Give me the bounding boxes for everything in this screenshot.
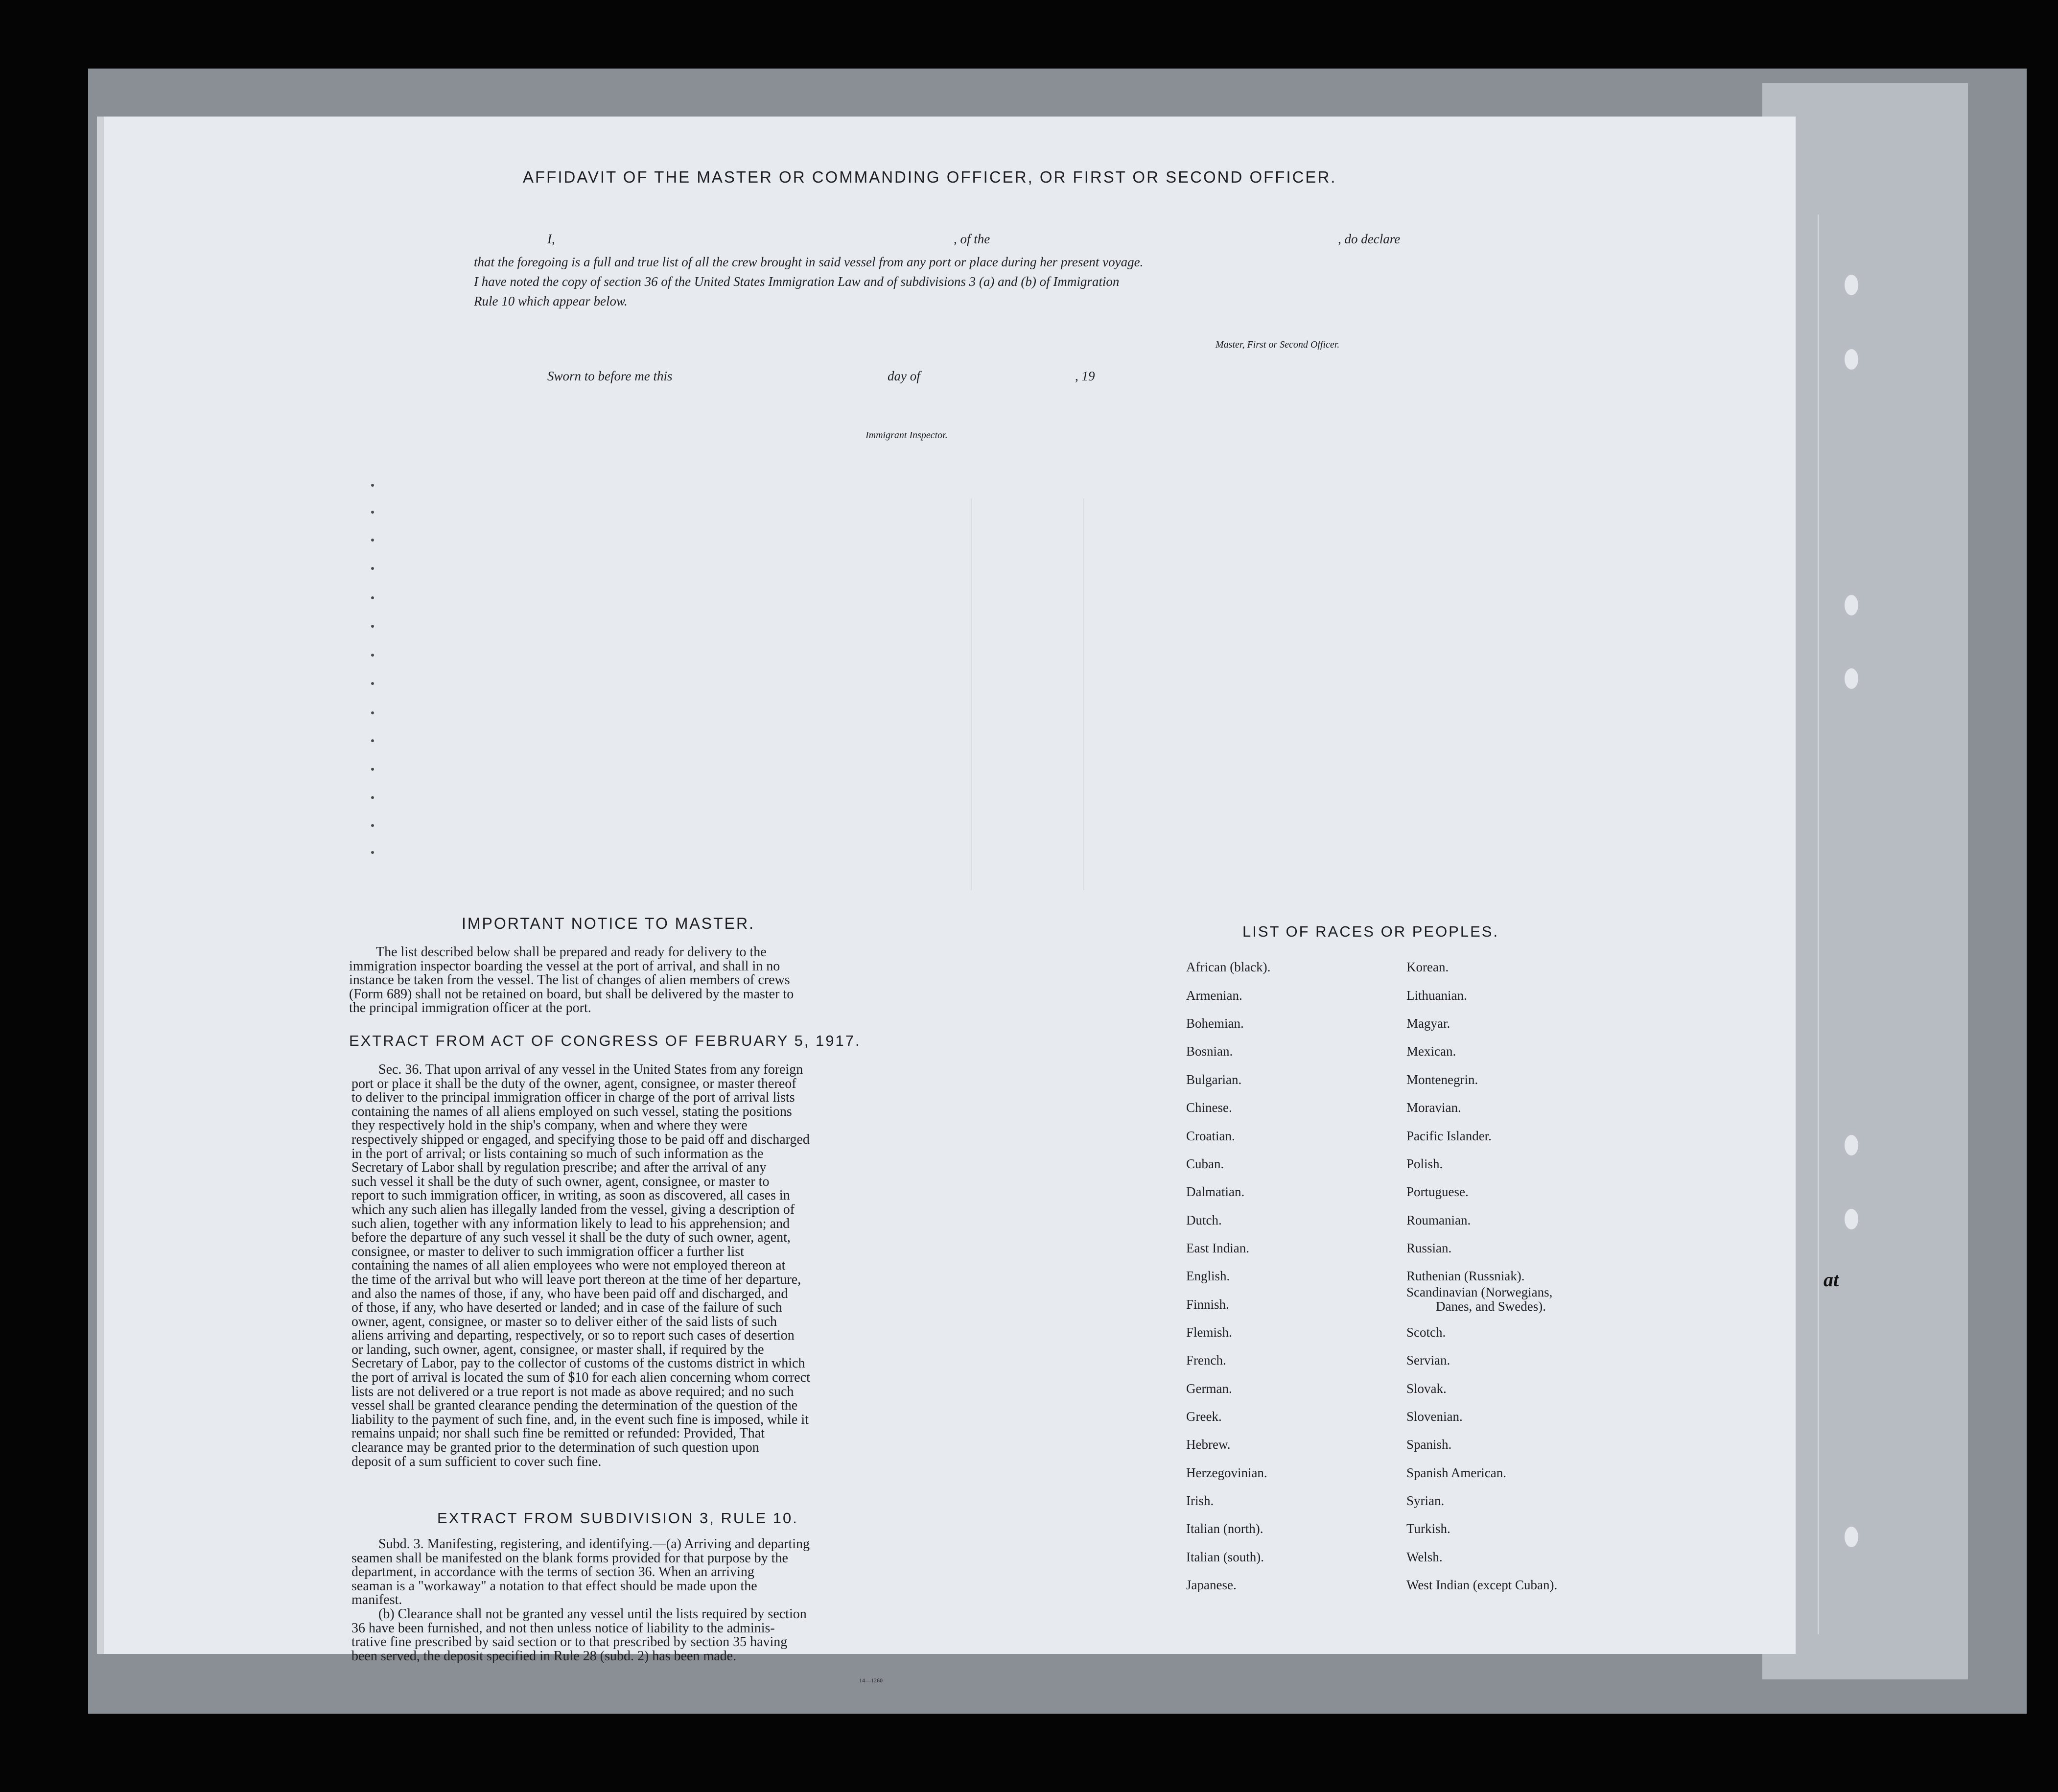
race-item: Slovak. (1406, 1381, 1447, 1396)
act-line: such alien, together with any information likely to lead to his apprehension; and (351, 1216, 790, 1231)
punch-hole (1842, 1132, 1861, 1158)
notice-heading: IMPORTANT NOTICE TO MASTER. (462, 915, 755, 932)
master-signature-label: Master, First or Second Officer. (1216, 339, 1340, 350)
notice-line: instance be taken from the vessel. The list of changes of alien members of crews (349, 972, 790, 988)
race-item: Mexican. (1406, 1044, 1456, 1059)
race-item: Servian. (1406, 1353, 1450, 1368)
race-item: Italian (north). (1186, 1521, 1263, 1536)
document-page (97, 117, 1796, 1684)
punch-hole (1842, 666, 1861, 691)
race-item: Bosnian. (1186, 1044, 1233, 1059)
extract-rule-paragraph (351, 1537, 1052, 1663)
notice-paragraph (349, 945, 1049, 1015)
margin-dot (371, 796, 374, 799)
form-number: 14—1260 (859, 1677, 883, 1684)
inspector-label: Immigrant Inspector. (865, 430, 948, 441)
act-line: owner, agent, consignee, or master so to deliver either of the said lists of such (351, 1314, 777, 1329)
race-item: Scotch. (1406, 1325, 1446, 1340)
act-line: lists are not delivered or a true report is not made as above required; and no such (351, 1384, 794, 1399)
margin-dot (371, 824, 374, 827)
margin-dot (371, 596, 374, 599)
punch-hole (1842, 1524, 1861, 1550)
race-item: Danes, and Swedes). (1436, 1299, 1546, 1314)
race-item: Dalmatian. (1186, 1184, 1245, 1199)
act-line: of those, if any, who have deserted or landed; and in case of the failure of such (351, 1300, 782, 1316)
race-item: Bulgarian. (1186, 1072, 1242, 1087)
race-item: Irish. (1186, 1493, 1214, 1508)
race-item: Slovenian. (1406, 1409, 1463, 1424)
affidavit-line4: Rule 10 which appear below. (474, 294, 628, 308)
margin-dot (371, 851, 374, 854)
race-item: Turkish. (1406, 1521, 1450, 1536)
race-item: Flemish. (1186, 1325, 1232, 1340)
act-line: the port of arrival is located the sum of $10 for each alien concerning whom correct (351, 1370, 810, 1386)
notice-line: (Form 689) shall not be retained on board, but shall be delivered by the master to (349, 986, 794, 1002)
race-item: Japanese. (1186, 1578, 1237, 1592)
race-item: Roumanian. (1406, 1213, 1471, 1227)
affidavit-line2: that the foregoing is a full and true list of all the crew brought in said vessel from any port or place during her present voyage. (474, 255, 1144, 269)
page-binding-edge (97, 117, 104, 1654)
act-line: aliens arriving and departing, respectively, or so to report such cases of desertion (351, 1328, 795, 1344)
race-item: Spanish. (1406, 1437, 1452, 1452)
margin-dot (371, 654, 374, 657)
act-line: consignee, or master to deliver to such immigration officer a further list (351, 1244, 744, 1259)
race-item: Dutch. (1186, 1213, 1222, 1227)
margin-dot (371, 682, 374, 685)
margin-handwriting: at (1824, 1269, 1839, 1291)
act-line: report to such immigration officer, in writing, as soon as discovered, all cases in (351, 1188, 790, 1203)
race-item: German. (1186, 1381, 1232, 1396)
act-line: they respectively hold in the ship's company, when and where they were (351, 1118, 748, 1133)
act-line: respectively shipped or engaged, and specifying those to be paid off and discharged (351, 1132, 810, 1147)
punch-hole (1842, 272, 1861, 298)
rule-line: been served, the deposit specified in Rule 28 (subd. 2) has been made. (351, 1648, 737, 1664)
act-line: or landing, such owner, agent, consignee, or master shall, if required by the (351, 1342, 764, 1357)
extract-act-heading: EXTRACT FROM ACT OF CONGRESS OF FEBRUARY 5, 1917. (349, 1032, 861, 1049)
act-line: remains unpaid; nor shall such fine be remitted or refunded: Provided, That (351, 1426, 765, 1441)
extract-act-paragraph (351, 1063, 1052, 1469)
race-item: Finnish. (1186, 1297, 1229, 1312)
act-line: containing the names of all aliens employed on such vessel, stating the positions (351, 1104, 792, 1119)
act-line: before the departure of any such vessel it shall be the duty of such owner, agent, (351, 1230, 791, 1246)
margin-dot (371, 625, 374, 628)
affidavit-line3: I have noted the copy of section 36 of the United States Immigration Law and of subdivisions 3 (a) and (b) of Immigration (474, 274, 1120, 289)
race-item: Cuban. (1186, 1156, 1224, 1171)
race-item: Spanish American. (1406, 1465, 1506, 1480)
rule-line: department, in accordance with the terms of section 36. When an arriving (351, 1564, 754, 1580)
day-of-text: day of (888, 369, 920, 383)
race-item: African (black). (1186, 960, 1271, 974)
race-item: Ruthenian (Russniak). (1406, 1269, 1525, 1283)
rule-line: (b) Clearance shall not be granted any vessel until the lists required by section (378, 1606, 807, 1622)
punch-hole (1842, 347, 1861, 372)
race-item: Chinese. (1186, 1100, 1232, 1115)
extract-rule-heading: EXTRACT FROM SUBDIVISION 3, RULE 10. (437, 1509, 798, 1527)
act-line: to deliver to the principal immigration officer in charge of the port of arrival lists (351, 1090, 795, 1106)
race-item: Portuguese. (1406, 1184, 1469, 1199)
race-item: Moravian. (1406, 1100, 1461, 1115)
rule-line: seamen shall be manifested on the blank forms provided for that purpose by the (351, 1550, 788, 1566)
act-line: clearance may be granted prior to the determination of such question upon (351, 1440, 759, 1456)
notice-line: the principal immigration officer at the port. (349, 1000, 591, 1016)
affidavit-of-the: , of the (954, 232, 990, 246)
faint-rule (1083, 498, 1084, 890)
act-line: such vessel it shall be the duty of such owner, agent, consignee, or master to (351, 1174, 770, 1189)
race-item: Lithuanian. (1406, 988, 1467, 1003)
affidavit-title: AFFIDAVIT OF THE MASTER OR COMMANDING OFFICER, OR FIRST OR SECOND OFFICER. (523, 168, 1337, 186)
act-line: liability to the payment of such fine, and, in the event such fine is imposed, while it (351, 1412, 809, 1427)
margin-dot (371, 768, 374, 771)
rule-line: Subd. 3. Manifesting, registering, and identifying.—(a) Arriving and departing (378, 1536, 810, 1552)
race-item: Magyar. (1406, 1016, 1450, 1031)
act-line: in the port of arrival; or lists containing so much of such information as the (351, 1146, 764, 1161)
margin-dot (371, 539, 374, 542)
race-item: Armenian. (1186, 988, 1242, 1003)
faint-rule (971, 498, 972, 890)
sworn-text: Sworn to before me this (547, 369, 673, 383)
act-line: Sec. 36. That upon arrival of any vessel in the United States from any foreign (378, 1062, 803, 1077)
margin-dot (371, 739, 374, 742)
rule-line: 36 have been furnished, and not then unless notice of liability to the adminis- (351, 1620, 775, 1636)
act-line: deposit of a sum sufficient to cover such fine. (351, 1454, 602, 1469)
rule-line: seaman is a "workaway" a notation to that effect should be made upon the (351, 1578, 757, 1594)
act-line: Secretary of Labor shall by regulation prescribe; and after the arrival of any (351, 1160, 767, 1176)
margin-dot (371, 567, 374, 570)
year-text: , 19 (1075, 369, 1095, 383)
race-item: Welsh. (1406, 1550, 1443, 1564)
notice-line: immigration inspector boarding the vessel at the port of arrival, and shall in no (349, 958, 780, 974)
race-item: East Indian. (1186, 1241, 1249, 1255)
race-item: Bohemian. (1186, 1016, 1244, 1031)
margin-dot (371, 484, 374, 487)
affidavit-i: I, (547, 232, 555, 246)
race-item: Scandinavian (Norwegians, (1406, 1285, 1553, 1299)
affidavit-declare: , do declare (1338, 232, 1401, 246)
race-item: French. (1186, 1353, 1226, 1368)
race-item: Croatian. (1186, 1129, 1235, 1143)
race-item: English. (1186, 1269, 1230, 1283)
race-item: Herzegovinian. (1186, 1465, 1267, 1480)
notice-line: The list described below shall be prepared and ready for delivery to the (376, 944, 767, 960)
act-line: Secretary of Labor, pay to the collector of customs of the customs district in which (351, 1356, 805, 1371)
faint-rule (1818, 214, 1819, 1634)
act-line: and also the names of those, if any, who have been paid off and discharged, and (351, 1286, 788, 1301)
punch-hole (1842, 1206, 1861, 1232)
margin-dot (371, 511, 374, 514)
race-item: West Indian (except Cuban). (1406, 1578, 1558, 1592)
race-item: Pacific Islander. (1406, 1129, 1492, 1143)
act-line: containing the names of all alien employees who were not employed thereon at (351, 1258, 786, 1273)
race-item: Russian. (1406, 1241, 1452, 1255)
act-line: the time of the arrival but who will leave port thereon at the time of her departure, (351, 1272, 801, 1287)
race-item: Polish. (1406, 1156, 1443, 1171)
margin-dot (371, 711, 374, 714)
race-item: Greek. (1186, 1409, 1222, 1424)
race-item: Syrian. (1406, 1493, 1445, 1508)
races-heading: LIST OF RACES OR PEOPLES. (1242, 923, 1499, 940)
race-item: Montenegrin. (1406, 1072, 1478, 1087)
act-line: which any such alien has illegally landed from the vessel, giving a description of (351, 1202, 795, 1217)
rule-line: manifest. (351, 1592, 402, 1608)
act-line: port or place it shall be the duty of the owner, agent, consignee, or master thereof (351, 1076, 796, 1091)
act-line: vessel shall be granted clearance pending the determination of the question of the (351, 1398, 798, 1414)
race-item: Hebrew. (1186, 1437, 1231, 1452)
race-item: Korean. (1406, 960, 1449, 974)
punch-hole (1842, 592, 1861, 618)
race-item: Italian (south). (1186, 1550, 1264, 1564)
rule-line: trative fine prescribed by said section or to that prescribed by section 35 having (351, 1634, 788, 1650)
